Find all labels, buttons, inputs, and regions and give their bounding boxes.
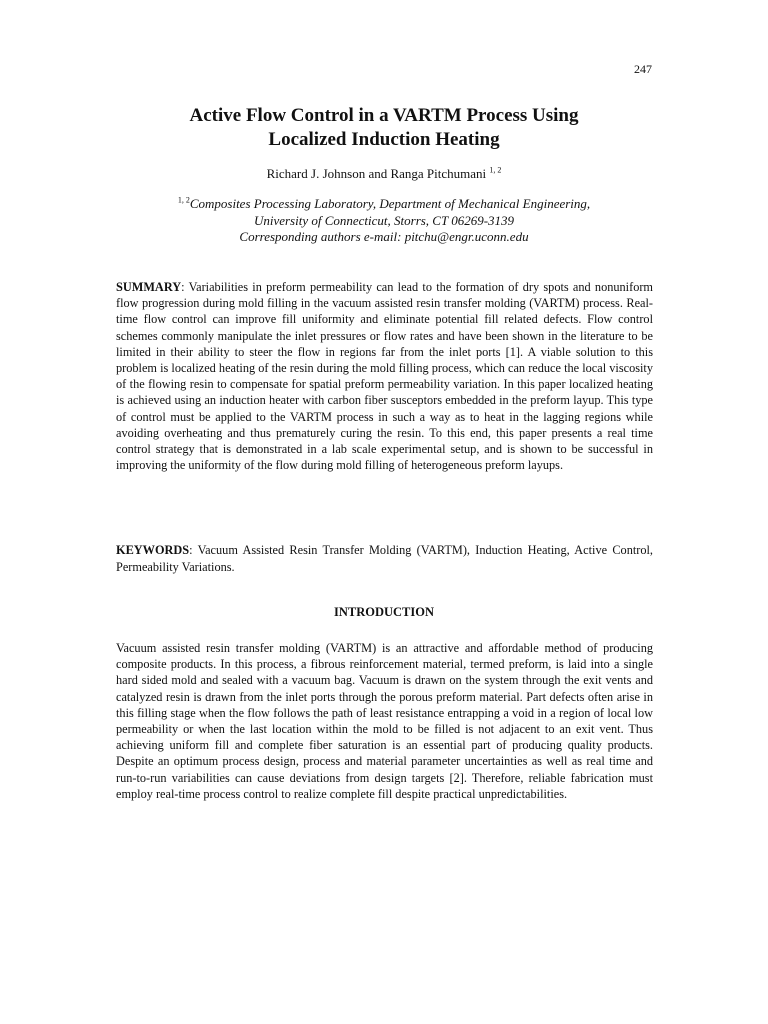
- paper-title: [116, 104, 652, 152]
- keywords-label: KEYWORDS: [116, 543, 190, 557]
- summary-label: SUMMARY: [116, 280, 182, 294]
- affiliation-superscript: 1, 2: [177, 195, 190, 205]
- affiliation: [116, 196, 652, 246]
- introduction-paragraph: Vacuum assisted resin transfer molding (VARTM) is an attractive and affordable method of producing composite products. In this process, a fibrous reinforcement material, termed preform, is laid into a single hard sided mold and sealed with a vacuum bag. Vacuum is drawn on the system through the exit vents and catalyzed resin is drawn from the inlet ports through the porous preform material. Part defects often arise in this filling stage when the flow follows the path of least resistance entrapping a void in a region of local low permeability or when the last location within the mold to be filled is not adjacent to an exit vent. Thus achieving uniform fill and complete fiber saturation is an essential part of producing quality products. Despite an optimum process design, process and material parameter uncertainties as well as real time and run-to-run variabilities can cause deviations from design targets [2]. Therefore, reliable fabrication must employ real-time process control to realize complete fill despite practical unpredictabilities.: [116, 641, 653, 801]
- author-names: Richard J. Johnson and Ranga Pitchumani: [266, 166, 487, 181]
- title-line-2: Localized Induction Heating: [268, 129, 500, 150]
- affiliation-line-1: [116, 196, 652, 213]
- title-line-1: Active Flow Control in a VARTM Process Using: [189, 105, 579, 126]
- keywords-paragraph: [116, 542, 653, 575]
- affiliation-line-2: University of Connecticut, Storrs, CT 06269-3139: [253, 212, 515, 228]
- section-heading-introduction: INTRODUCTION: [333, 605, 434, 619]
- summary-paragraph: [116, 279, 653, 473]
- affiliation-email: Corresponding authors e-mail: pitchu@engr.uconn.edu: [239, 229, 529, 244]
- author-superscript: 1, 2: [489, 165, 502, 175]
- page-number: 247: [634, 62, 652, 76]
- author-list: [116, 165, 652, 183]
- summary-text: : Variabilities in preform permeability can lead to the formation of dry spots and nonuniform flow progression during mold filling in the vacuum assisted resin transfer molding (VARTM) process. Real-time flow control can improve fill uniformity and eliminate potential fill related defects. Flow control schemes commonly manipulate the inlet pressures or flow rates and have been shown in the literature to be limited in their ability to steer the flow in regions far from the inlet ports [1]. A viable solution to this problem is localized heating of the resin during the mold filling process, which can reduce the local viscosity of the flowing resin to compensate for spatial preform permeability variation. In this paper localized heating is achieved using an induction heater with carbon fiber susceptors embedded in the preform layup. This type of control must be applied to the VARTM process in such a way as to heat in the lagging regions while avoiding overheating and thus prematurely curing the resin. To this end, this paper presents a real time control strategy that is demonstrated in a lab scale experimental setup, and is shown to be successful in improving the uniformity of the flow during mold filling of heterogeneous preform layups.: [116, 280, 653, 473]
- affiliation-lab: Composites Processing Laboratory, Department of Mechanical Engineering,: [189, 196, 591, 211]
- keywords-text: : Vacuum Assisted Resin Transfer Molding (VARTM), Induction Heating, Active Control, Permeability Variations.: [116, 543, 653, 574]
